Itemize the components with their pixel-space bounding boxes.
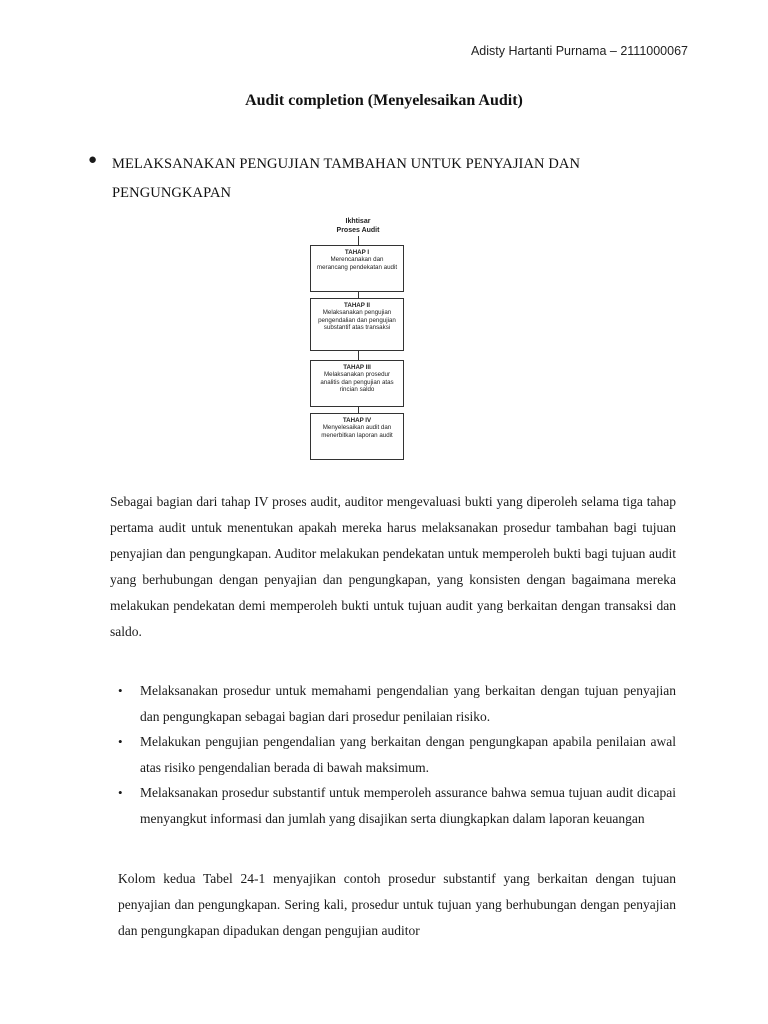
section-heading <box>112 150 678 208</box>
list-bullet: • <box>118 785 123 800</box>
flowchart-stage-2 <box>310 298 404 351</box>
stage-label: TAHAP II <box>344 302 370 309</box>
flowchart-title-line2: Proses Audit <box>336 226 380 234</box>
flowchart-stage-4 <box>310 413 404 460</box>
flowchart-connector <box>358 351 359 360</box>
audit-process-flowchart <box>310 218 406 460</box>
stage-label: TAHAP III <box>343 364 371 371</box>
section-heading-line1: MELAKSANAKAN PENGUJIAN TAMBAHAN UNTUK PENYAJIAN DAN <box>112 156 581 172</box>
procedure-list <box>118 678 676 831</box>
section-heading-block <box>88 150 678 208</box>
list-item <box>118 780 676 831</box>
list-bullet: • <box>118 734 123 749</box>
flowchart-stage-1 <box>310 245 404 292</box>
stage-description: Melaksanakan pengujian pengendalian dan pengujian substantif atas transaksi <box>318 309 396 331</box>
flowchart-title-line1: Ikhtisar <box>345 218 371 225</box>
list-item-text: Melaksanakan prosedur substantif untuk memperoleh assurance bahwa semua tujuan audit dicapai menyangkut informasi dan jumlah yang disajikan serta diungkapkan dalam laporan keuangan <box>140 785 676 826</box>
stage-label: TAHAP IV <box>342 417 372 424</box>
list-item <box>118 678 676 729</box>
stage-label: TAHAP I <box>344 249 370 256</box>
list-item-text: Melakukan pengujian pengendalian yang berkaitan dengan pengungkapan apabila penilaian awal atas risiko pengendalian berada di bawah maksimum. <box>140 734 676 775</box>
section-bullet: ● <box>88 152 98 168</box>
paragraph-1: Sebagai bagian dari tahap IV proses audit, auditor mengevaluasi bukti yang diperoleh selama tiga tahap pertama audit untuk menentukan apakah mereka harus melaksanakan prosedur tambahan bagi tujuan penyajian dan pengungkapan. Auditor melakukan pendekatan untuk memperoleh bukti bagi tujuan audit yang berhubungan dengan penyajian dan pengungkapan, yang konsisten dengan bagaimana mereka melakukan pendekatan demi memperoleh bukti untuk tujuan audit yang berkaitan dengan transaksi dan saldo. <box>110 494 676 639</box>
flowchart-connector <box>358 236 359 245</box>
document-title: Audit completion (Menyelesaikan Audit) <box>245 92 523 109</box>
flowchart-stage-3 <box>310 360 404 407</box>
section-heading-line2: PENGUNGKAPAN <box>112 185 232 201</box>
stage-description: Merencanakan dan merancang pendekatan audit <box>316 256 398 271</box>
list-item <box>118 729 676 780</box>
list-item-text: Melaksanakan prosedur untuk memahami pengendalian yang berkaitan dengan tujuan penyajian dan pengungkapan sebagai bagian dari prosedur penilaian risiko. <box>140 683 676 724</box>
paragraph-2: Kolom kedua Tabel 24-1 menyajikan contoh prosedur substantif yang berkaitan dengan tujuan penyajian dan pengungkapan. Sering kali, prosedur untuk tujuan yang berhubungan dengan penyajian dan pengungkapan dipadukan dengan pengujian auditor <box>118 871 676 938</box>
stage-description: Melaksanakan prosedur analitis dan pengujian atas rincian saldo <box>320 371 394 393</box>
list-bullet: • <box>118 683 123 698</box>
stage-description: Menyelesaikan audit dan menerbitkan laporan audit <box>321 424 393 439</box>
flowchart-title <box>310 218 406 235</box>
header-author: Adisty Hartanti Purnama – 2111000067 <box>470 44 688 58</box>
